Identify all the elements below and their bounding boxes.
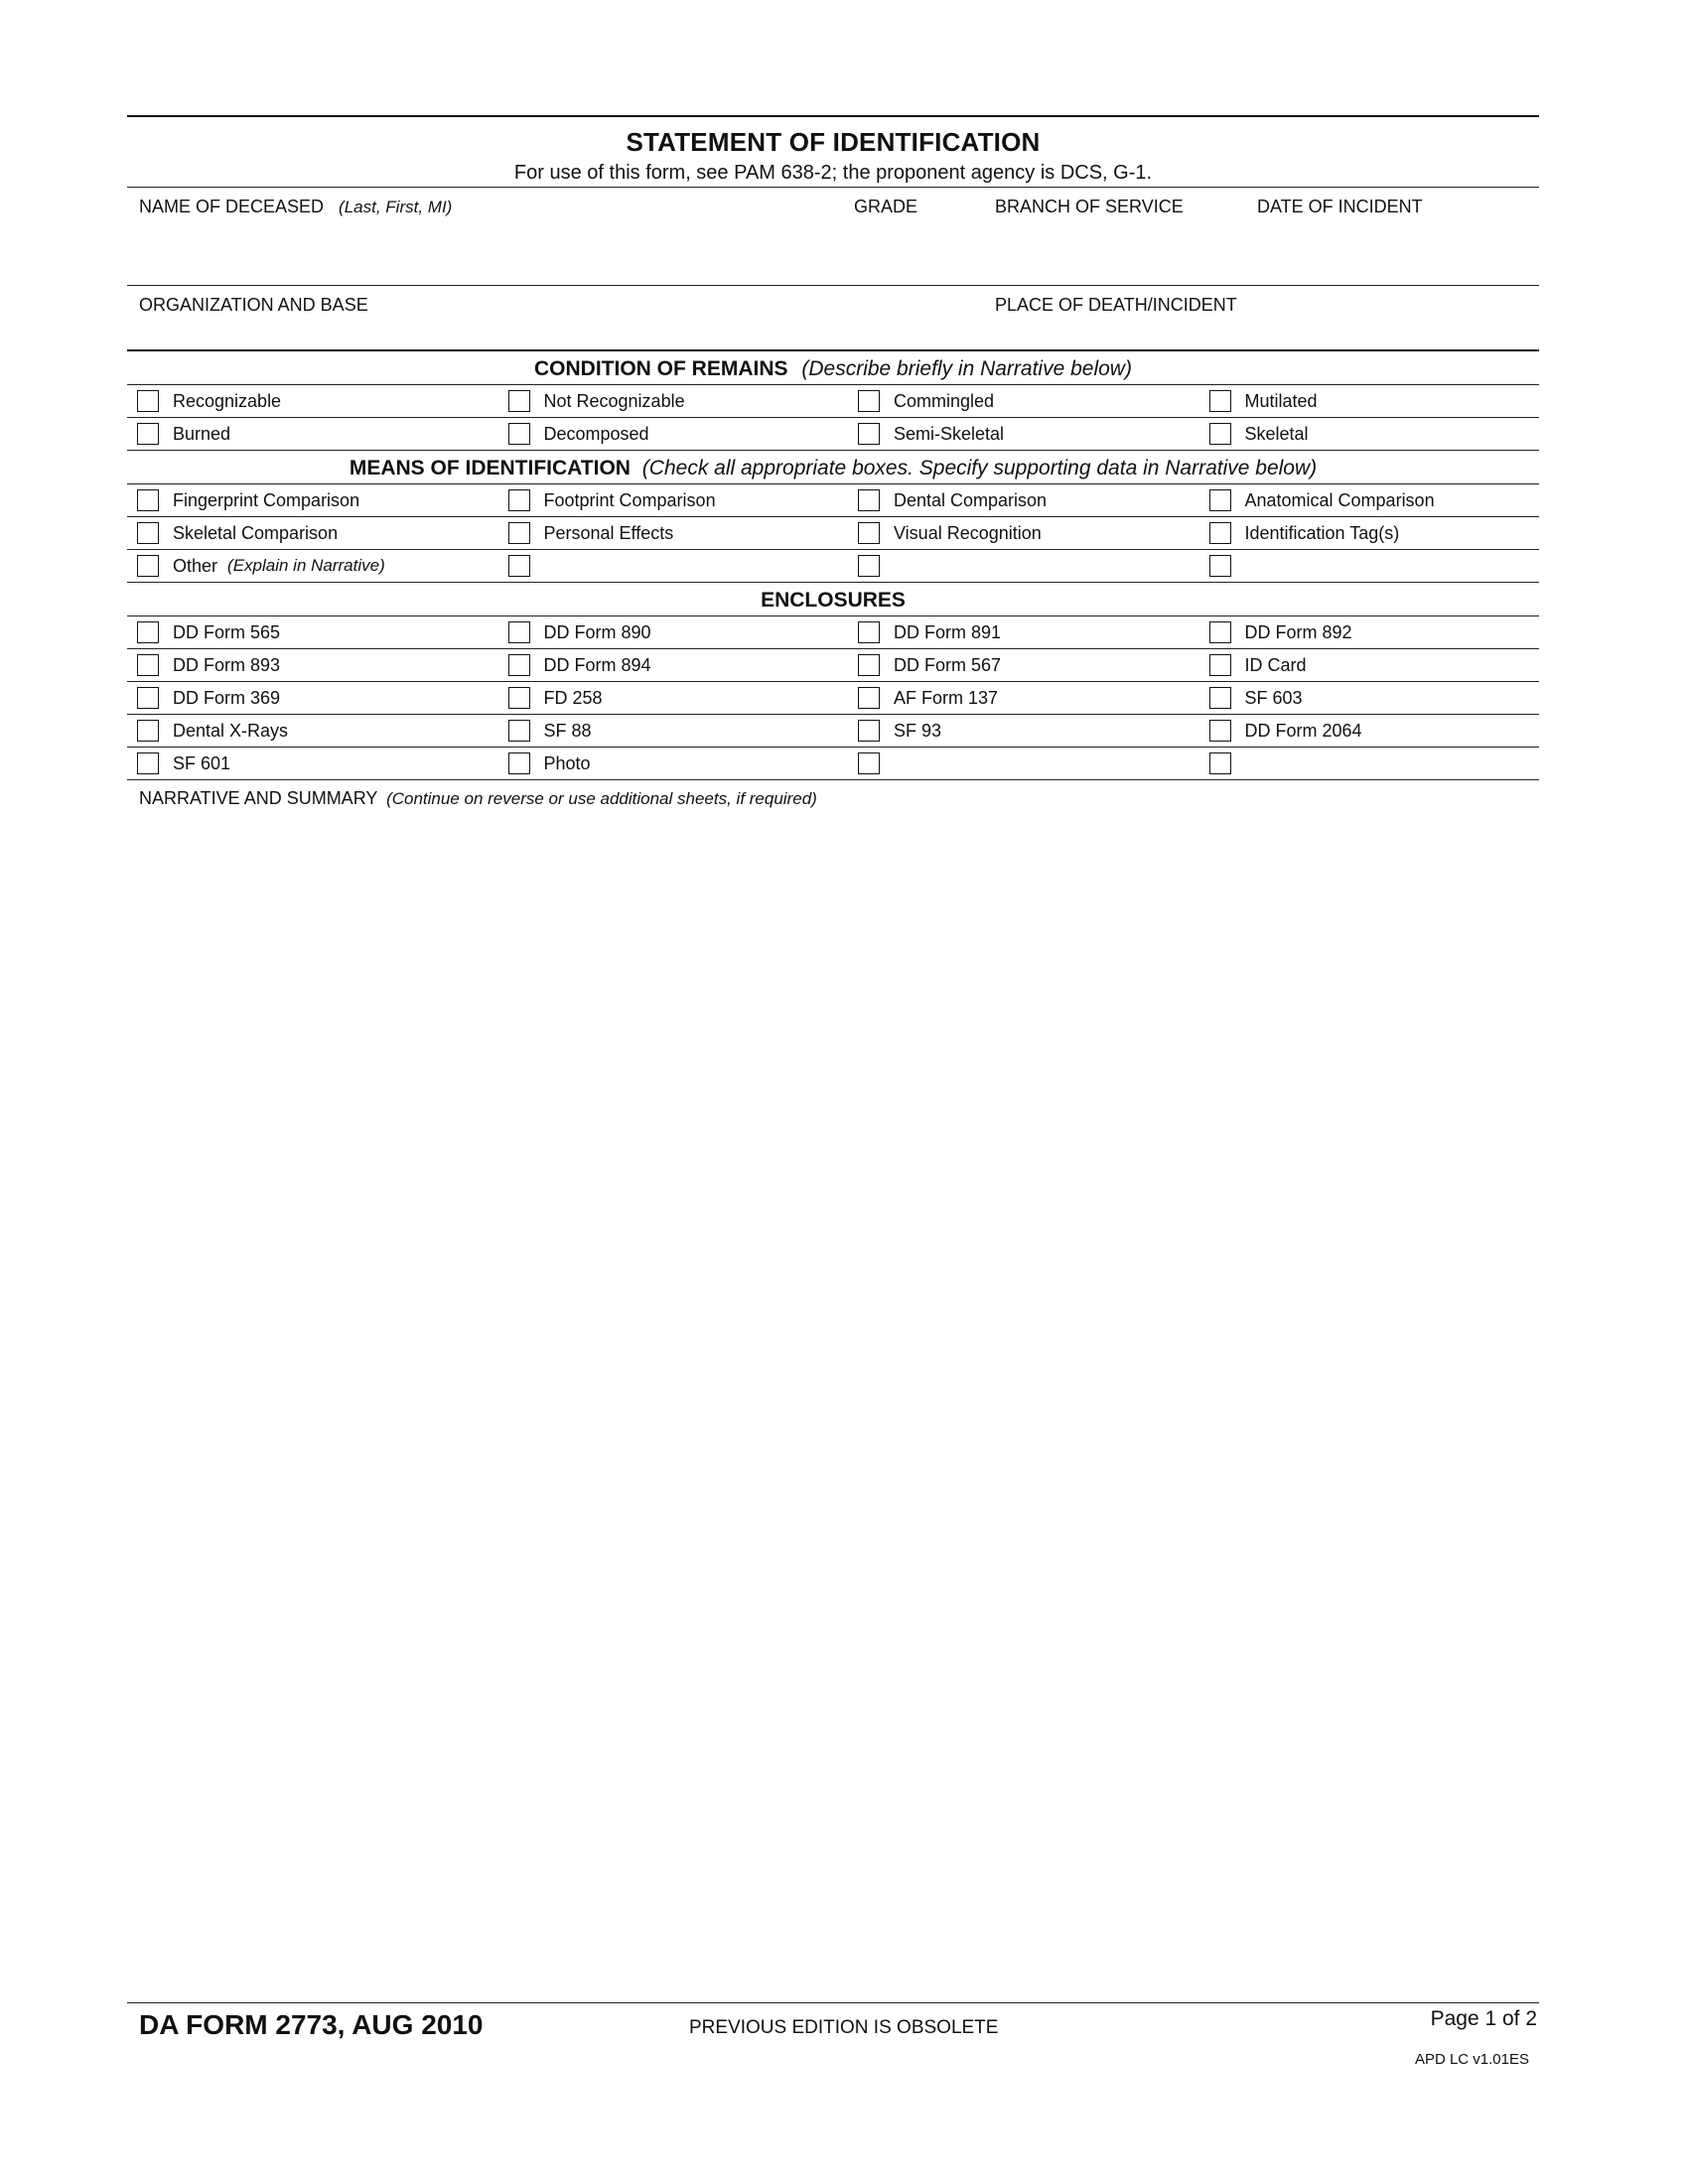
checkbox-box[interactable] xyxy=(508,687,530,709)
means-of-identification-hint: (Check all appropriate boxes. Specify supporting data in Narrative below) xyxy=(641,457,1318,479)
form-title: STATEMENT OF IDENTIFICATION xyxy=(626,127,1041,157)
checkbox-sf-601[interactable] xyxy=(127,748,481,779)
checkbox-decomposed[interactable] xyxy=(481,418,834,450)
checkbox-box[interactable] xyxy=(137,654,159,676)
checkbox-box[interactable] xyxy=(858,654,880,676)
checkbox-box[interactable] xyxy=(858,489,880,511)
checkbox-semi-skeletal[interactable] xyxy=(833,418,1187,450)
checkbox-other-hint: (Explain in Narrative) xyxy=(227,556,385,575)
enclosures-heading xyxy=(127,583,1539,615)
checkbox-box[interactable] xyxy=(1209,752,1231,774)
checkbox-dd-form-892[interactable] xyxy=(1187,616,1540,648)
checkbox-box[interactable] xyxy=(137,489,159,511)
narrative-label: NARRATIVE AND SUMMARY xyxy=(139,788,378,808)
condition-of-remains-title: CONDITION OF REMAINS xyxy=(534,357,788,380)
means-row xyxy=(127,483,1539,516)
statement-of-identification-form xyxy=(127,115,1539,1985)
checkbox-dd-form-567[interactable] xyxy=(833,649,1187,681)
enclosures-row xyxy=(127,714,1539,747)
checkbox-box[interactable] xyxy=(508,489,530,511)
form-footer xyxy=(127,2002,1539,2068)
checkbox-box[interactable] xyxy=(508,522,530,544)
checkbox-mutilated[interactable] xyxy=(1187,385,1540,417)
checkbox-box[interactable] xyxy=(1209,489,1231,511)
checkbox-label: ID Card xyxy=(1244,654,1307,675)
page-number: Page 1 of 2 xyxy=(1430,2007,1537,2030)
checkbox-box[interactable] xyxy=(1209,555,1231,577)
checkbox-label: DD Form 892 xyxy=(1244,621,1352,642)
checkbox-label: Skeletal xyxy=(1244,423,1309,444)
checkbox-label: Dental X-Rays xyxy=(173,720,289,741)
organization-and-base-field[interactable] xyxy=(139,295,368,316)
checkbox-dd-form-894[interactable] xyxy=(481,649,834,681)
checkbox-box[interactable] xyxy=(137,621,159,643)
checkbox-visual-recognition[interactable] xyxy=(833,517,1187,549)
checkbox-af-form-137[interactable] xyxy=(833,682,1187,714)
checkbox-box[interactable] xyxy=(137,390,159,412)
version-label: APD LC v1.01ES xyxy=(1414,2051,1529,2068)
checkbox-label: Skeletal Comparison xyxy=(173,522,339,543)
checkbox-label: DD Form 893 xyxy=(173,654,281,675)
name-of-deceased-hint: (Last, First, MI) xyxy=(339,198,453,216)
checkbox-not-recognizable[interactable] xyxy=(481,385,834,417)
narrative-text-area[interactable] xyxy=(127,809,1539,1985)
checkbox-box[interactable] xyxy=(508,621,530,643)
means-of-identification-title: MEANS OF IDENTIFICATION xyxy=(349,457,631,479)
checkbox-skeletal-comparison[interactable] xyxy=(127,517,481,549)
checkbox-box[interactable] xyxy=(137,687,159,709)
means-of-identification-heading xyxy=(127,451,1539,483)
checkbox-box[interactable] xyxy=(858,390,880,412)
enclosures-row xyxy=(127,648,1539,681)
checkbox-box[interactable] xyxy=(137,555,159,577)
checkbox-label: Recognizable xyxy=(173,390,282,411)
checkbox-blank[interactable] xyxy=(1187,748,1540,779)
checkbox-box[interactable] xyxy=(858,720,880,742)
checkbox-label: Burned xyxy=(173,423,231,444)
checkbox-sf-88[interactable] xyxy=(481,715,834,747)
checkbox-label: Other xyxy=(173,555,218,576)
checkbox-box[interactable] xyxy=(137,522,159,544)
checkbox-label: DD Form 369 xyxy=(173,687,281,708)
checkbox-label: DD Form 890 xyxy=(543,621,651,642)
form-subtitle: For use of this form, see PAM 638-2; the proponent agency is DCS, G-1. xyxy=(513,162,1153,184)
checkbox-label: Identification Tag(s) xyxy=(1244,522,1400,543)
checkbox-box[interactable] xyxy=(508,555,530,577)
checkbox-label: Personal Effects xyxy=(543,522,674,543)
checkbox-label: DD Form 565 xyxy=(173,621,281,642)
checkbox-label: DD Form 567 xyxy=(894,654,1002,675)
checkbox-skeletal[interactable] xyxy=(1187,418,1540,450)
checkbox-box[interactable] xyxy=(858,555,880,577)
checkbox-label: Fingerprint Comparison xyxy=(173,489,360,510)
checkbox-box[interactable] xyxy=(1209,390,1231,412)
checkbox-fingerprint-comparison[interactable] xyxy=(127,484,481,516)
checkbox-label: SF 603 xyxy=(1244,687,1303,708)
checkbox-box[interactable] xyxy=(1209,522,1231,544)
checkbox-box[interactable] xyxy=(858,522,880,544)
checkbox-box[interactable] xyxy=(1209,423,1231,445)
org-place-row xyxy=(127,286,1539,349)
grade-field[interactable] xyxy=(854,197,917,217)
checkbox-blank[interactable] xyxy=(833,748,1187,779)
narrative-heading xyxy=(127,780,1539,809)
place-of-death-label: PLACE OF DEATH/INCIDENT xyxy=(995,295,1237,315)
checkbox-dd-form-893[interactable] xyxy=(127,649,481,681)
date-of-incident-field[interactable] xyxy=(1257,197,1423,217)
checkbox-dental-x-rays[interactable] xyxy=(127,715,481,747)
organization-and-base-label: ORGANIZATION AND BASE xyxy=(139,295,368,315)
checkbox-label: Commingled xyxy=(894,390,995,411)
checkbox-label: Semi-Skeletal xyxy=(894,423,1005,444)
checkbox-label: Footprint Comparison xyxy=(543,489,716,510)
checkbox-label: Mutilated xyxy=(1244,390,1318,411)
checkbox-box[interactable] xyxy=(508,423,530,445)
checkbox-box[interactable] xyxy=(858,687,880,709)
date-of-incident-label: DATE OF INCIDENT xyxy=(1257,197,1423,216)
checkbox-box[interactable] xyxy=(508,752,530,774)
checkbox-box[interactable] xyxy=(858,423,880,445)
checkbox-box[interactable] xyxy=(508,390,530,412)
checkbox-dental-comparison[interactable] xyxy=(833,484,1187,516)
narrative-hint: (Continue on reverse or use additional sheets, if required) xyxy=(386,789,817,808)
checkbox-box[interactable] xyxy=(508,720,530,742)
checkbox-burned[interactable] xyxy=(127,418,481,450)
checkbox-label: Visual Recognition xyxy=(894,522,1042,543)
checkbox-box[interactable] xyxy=(137,423,159,445)
checkbox-label: Anatomical Comparison xyxy=(1244,489,1435,510)
checkbox-photo[interactable] xyxy=(481,748,834,779)
checkbox-fd-258[interactable] xyxy=(481,682,834,714)
checkbox-box[interactable] xyxy=(1209,621,1231,643)
enclosures-row xyxy=(127,681,1539,714)
checkbox-label: FD 258 xyxy=(543,687,603,708)
checkbox-blank[interactable] xyxy=(481,550,834,582)
means-row xyxy=(127,549,1539,582)
checkbox-label: Decomposed xyxy=(543,423,649,444)
checkbox-dd-form-891[interactable] xyxy=(833,616,1187,648)
grade-label: GRADE xyxy=(854,197,918,216)
condition-row xyxy=(127,417,1539,450)
name-of-deceased-field[interactable] xyxy=(139,197,452,217)
checkbox-box[interactable] xyxy=(858,752,880,774)
checkbox-box[interactable] xyxy=(1209,720,1231,742)
condition-row xyxy=(127,384,1539,417)
previous-edition-note: PREVIOUS EDITION IS OBSOLETE xyxy=(689,2017,999,2038)
checkbox-blank[interactable] xyxy=(1187,550,1540,582)
checkbox-dd-form-890[interactable] xyxy=(481,616,834,648)
checkbox-box[interactable] xyxy=(508,654,530,676)
enclosures-row xyxy=(127,747,1539,779)
branch-of-service-field[interactable] xyxy=(995,197,1184,217)
checkbox-other[interactable] xyxy=(127,550,481,582)
condition-of-remains-heading xyxy=(127,351,1539,384)
checkbox-blank[interactable] xyxy=(833,550,1187,582)
form-id: DA FORM 2773, AUG 2010 xyxy=(139,2009,484,2040)
checkbox-label: Dental Comparison xyxy=(894,489,1048,510)
checkbox-box[interactable] xyxy=(137,720,159,742)
top-rule xyxy=(127,115,1539,117)
checkbox-label: Photo xyxy=(543,752,591,773)
checkbox-dd-form-2064[interactable] xyxy=(1187,715,1540,747)
checkbox-dd-form-369[interactable] xyxy=(127,682,481,714)
checkbox-sf-603[interactable] xyxy=(1187,682,1540,714)
means-row xyxy=(127,516,1539,549)
checkbox-anatomical-comparison[interactable] xyxy=(1187,484,1540,516)
checkbox-box[interactable] xyxy=(137,752,159,774)
checkbox-label: SF 93 xyxy=(894,720,942,741)
checkbox-box[interactable] xyxy=(1209,687,1231,709)
checkbox-identification-tags[interactable] xyxy=(1187,517,1540,549)
condition-of-remains-hint: (Describe briefly in Narrative below) xyxy=(801,357,1132,380)
place-of-death-field[interactable] xyxy=(995,295,1237,316)
checkbox-sf-93[interactable] xyxy=(833,715,1187,747)
checkbox-label: Not Recognizable xyxy=(543,390,685,411)
name-grade-branch-date-row xyxy=(127,188,1539,285)
checkbox-label: SF 601 xyxy=(173,752,231,773)
enclosures-row xyxy=(127,615,1539,648)
checkbox-id-card[interactable] xyxy=(1187,649,1540,681)
checkbox-personal-effects[interactable] xyxy=(481,517,834,549)
name-of-deceased-label: NAME OF DECEASED xyxy=(139,197,325,216)
checkbox-recognizable[interactable] xyxy=(127,385,481,417)
checkbox-box[interactable] xyxy=(1209,654,1231,676)
checkbox-label: DD Form 2064 xyxy=(1244,720,1362,741)
checkbox-label: DD Form 894 xyxy=(543,654,651,675)
checkbox-label: AF Form 137 xyxy=(894,687,999,708)
checkbox-label: SF 88 xyxy=(543,720,592,741)
checkbox-dd-form-565[interactable] xyxy=(127,616,481,648)
checkbox-footprint-comparison[interactable] xyxy=(481,484,834,516)
checkbox-label: DD Form 891 xyxy=(894,621,1002,642)
branch-of-service-label: BRANCH OF SERVICE xyxy=(995,197,1184,216)
enclosures-title: ENCLOSURES xyxy=(761,589,906,612)
checkbox-commingled[interactable] xyxy=(833,385,1187,417)
checkbox-box[interactable] xyxy=(858,621,880,643)
